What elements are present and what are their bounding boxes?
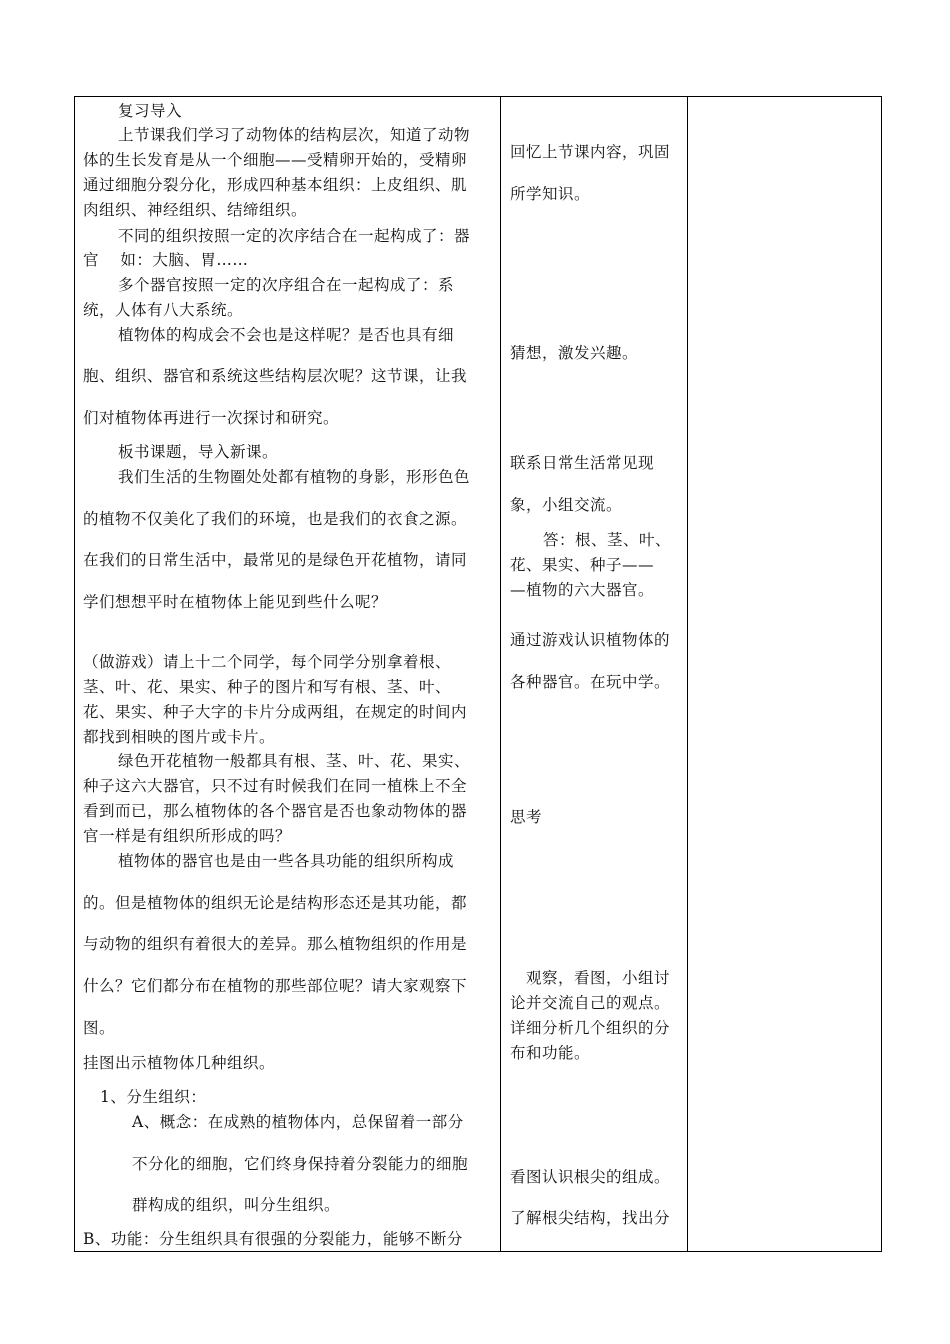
col2-text-line: 论并交流自己的观点。 <box>510 994 671 1012</box>
col1-text-line: B、功能：分生组织具有很强的分裂能力，能够不断分 <box>83 1230 463 1248</box>
col2-text-line: 布和功能。 <box>510 1044 591 1062</box>
col2-text-line: 思考 <box>510 808 543 826</box>
col1-text-line: A、概念：在成熟的植物体内，总保留着一部分 <box>132 1113 464 1131</box>
col2-text-line: 了解根尖结构，找出分 <box>510 1209 671 1227</box>
col1-text-line: 体的生长发育是从一个细胞——受精卵开始的，受精卵 <box>83 151 468 169</box>
col2-text-line: 回忆上节课内容，巩固 <box>510 143 671 161</box>
col1-text-line: 统，人体有八大系统。 <box>83 301 244 319</box>
col1-text-line: 板书课题，导入新课。 <box>118 443 279 461</box>
col1-text-line: 在我们的日常生活中，最常见的是绿色开花植物，请同 <box>83 551 468 569</box>
col2-text-line: 所学知识。 <box>510 185 591 203</box>
col1-text-line: 什么？它们都分布在植物的那些部位呢？请大家观察下 <box>83 977 468 995</box>
col1-text-line: 种子这六大器官，只不过有时候我们在同一植株上不全 <box>83 777 468 795</box>
col1-text-line: 们对植物体再进行一次探讨和研究。 <box>83 409 340 427</box>
col1-text-line: 的。但是植物体的组织无论是结构形态还是其功能，都 <box>83 894 468 912</box>
col2-text-line: —植物的六大器官。 <box>510 581 655 599</box>
col1-text-line: 看到而已，那么植物体的各个器官是否也象动物体的器 <box>83 802 468 820</box>
col1-text-line: 多个器官按照一定的次序组合在一起构成了：系 <box>118 276 455 294</box>
col1-text-line: 1、分生组织： <box>100 1088 207 1106</box>
col2-text-line: 联系日常生活常见现 <box>510 454 655 472</box>
col2-text-line: 答：根、茎、叶、 <box>543 531 672 549</box>
col2-text-line: 看图认识根尖的组成。 <box>510 1168 671 1186</box>
col1-text-line: 植物体的器官也是由一些各具功能的组织所构成 <box>118 852 455 870</box>
col1-text-line: 胞、组织、器官和系统这些结构层次呢？这节课，让我 <box>83 367 468 385</box>
col2-text-line: 象，小组交流。 <box>510 496 623 514</box>
col1-text-line: 不同的组织按照一定的次序结合在一起构成了：器 <box>118 227 471 245</box>
col2-text-line: 观察，看图，小组讨 <box>526 969 671 987</box>
col1-text-line: 肉组织、神经组织、结缔组织。 <box>83 201 308 219</box>
col1-text-line: 挂图出示植物体几种组织。 <box>83 1054 276 1072</box>
col2-text-line: 详细分析几个组织的分 <box>510 1019 671 1037</box>
col1-text-line: 官 如：大脑、胃…… <box>83 251 249 269</box>
col1-text-line: 学们想想平时在植物体上能见到些什么呢？ <box>83 593 388 611</box>
col1-text-line: 群构成的组织，叫分生组织。 <box>132 1196 341 1214</box>
col1-text-line: 花、果实、种子大字的卡片分成两组，在规定的时间内 <box>83 703 468 721</box>
column-divider-1 <box>500 96 501 1252</box>
col1-text-line: 茎、叶、花、果实、种子的图片和写有根、茎、叶、 <box>83 678 452 696</box>
col1-text-line: 都找到相映的图片或卡片。 <box>83 728 276 746</box>
col1-text-line: 上节课我们学习了动物体的结构层次，知道了动物 <box>118 126 471 144</box>
col1-text-line: 复习导入 <box>118 102 183 120</box>
col1-text-line: 植物体的构成会不会也是这样呢？是否也具有细 <box>118 326 455 344</box>
col1-text-line: （做游戏）请上十二个同学，每个同学分别拿着根、 <box>83 653 452 671</box>
column-divider-2 <box>687 96 688 1252</box>
col1-text-line: 与动物的组织有着很大的差异。那么植物组织的作用是 <box>83 935 468 953</box>
col1-text-line: 绿色开花植物一般都具有根、茎、叶、花、果实、 <box>118 752 471 770</box>
col1-text-line: 官一样是有组织所形成的吗？ <box>83 827 292 845</box>
col1-text-line: 我们生活的生物圈处处都有植物的身影，形形色色 <box>118 468 471 486</box>
col2-text-line: 通过游戏认识植物体的 <box>510 631 671 649</box>
col2-text-line: 各种器官。在玩中学。 <box>510 673 671 691</box>
col1-text-line: 图。 <box>83 1019 116 1037</box>
col2-text-line: 花、果实、种子—— <box>510 556 655 574</box>
col1-text-line: 的植物不仅美化了我们的环境，也是我们的衣食之源。 <box>83 510 468 528</box>
col1-text-line: 不分化的细胞，它们终身保持着分裂能力的细胞 <box>132 1155 469 1173</box>
col2-text-line: 猜想，激发兴趣。 <box>510 344 639 362</box>
col1-text-line: 通过细胞分裂分化，形成四种基本组织：上皮组织、肌 <box>83 176 468 194</box>
